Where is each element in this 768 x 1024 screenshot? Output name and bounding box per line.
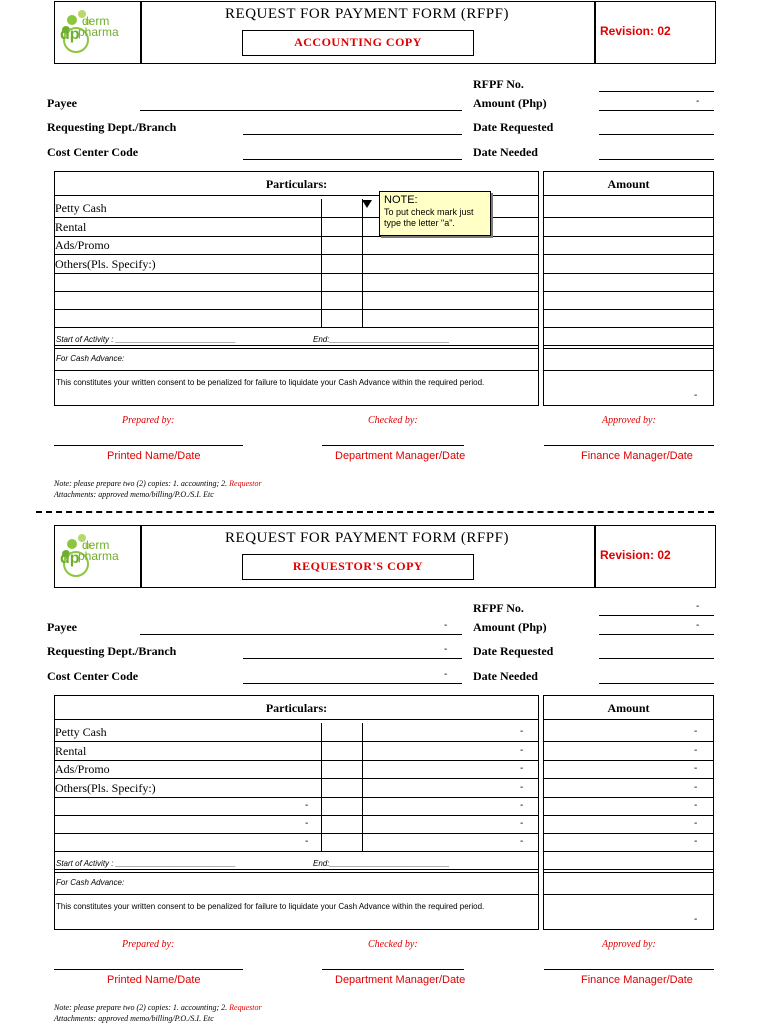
right-field-label-0: RFPF No. [473,601,524,615]
particular-item-1: Rental [55,220,87,234]
table-row [54,760,539,761]
amount-row [543,291,714,292]
table-row [54,345,539,346]
field-label-0: Payee [47,96,77,110]
cash-advance-label: For Cash Advance: [56,878,125,887]
amount-cash-rule [543,370,714,371]
form-title: REQUEST FOR PAYMENT FORM (RFPF) [225,6,509,22]
rfpf-form-0 [0,0,768,500]
row-right-value: - [520,763,524,774]
table-row [54,833,539,834]
right-field-line-0[interactable] [599,91,714,92]
table-row [54,815,539,816]
sig-line-checked[interactable] [322,445,464,446]
field-label-1: Requesting Dept./Branch [47,120,177,134]
logo-mark-text: dp [60,26,80,43]
form-title: REQUEST FOR PAYMENT FORM (RFPF) [225,530,509,546]
sig-line-prepared[interactable] [54,445,243,446]
col-divider-2 [362,199,363,327]
start-activity: Start of Activity : ___________________________ [56,859,236,868]
note-tooltip-text: To put check mark just type the letter "a". [384,207,474,228]
consent-text: This constitutes your written consent to be penalized for failure to liquidate your Cash Advance within the required period. [56,902,485,911]
sig-line-checked[interactable] [322,969,464,970]
copies-note [54,1003,262,1012]
particular-item-1: Rental [55,744,87,758]
field-label-2: Cost Center Code [47,145,139,159]
field-line-2[interactable] [243,159,462,160]
dept-manager-label: Department Manager/Date [335,450,466,462]
right-field-label-2: Date Requested [473,644,554,658]
rfpf-form-1 [0,524,768,1024]
logo-word-derm: derm [82,538,110,552]
right-field-line-2[interactable] [599,658,714,659]
header-rule [54,719,539,720]
right-field-line-3[interactable] [599,159,714,160]
table-row [54,236,539,237]
amount-value: - [694,726,698,737]
particular-item-2: Ads/Promo [55,238,110,252]
right-field-label-2: Date Requested [473,120,554,134]
particular-item-0: Petty Cash [55,201,107,215]
attachments-note: Attachments: approved memo/billing/P.O./S.I. Etc [54,490,214,499]
right-field-label-0: RFPF No. [473,77,524,91]
right-field-value-1: - [696,620,700,631]
right-field-label-3: Date Needed [473,669,538,683]
cash-advance-label: For Cash Advance: [56,354,125,363]
amount-header: Amount [607,701,650,715]
attachments-note: Attachments: approved memo/billing/P.O./S.I. Etc [54,1014,214,1023]
table-row [54,778,539,779]
sig-line-approved[interactable] [544,445,714,446]
copies-note-text: Note: please prepare two (2) copies: 1. accounting; 2. [54,479,228,488]
prepared-by-label: Prepared by: [122,939,175,950]
particulars-header: Particulars: [265,177,328,191]
row-right-value: - [520,818,524,829]
amount-row [543,327,714,328]
approved-by-label: Approved by: [602,939,656,950]
table-row [54,273,539,274]
sig-line-approved[interactable] [544,969,714,970]
amount-row [543,254,714,255]
finance-manager-label: Finance Manager/Date [581,974,693,986]
amount-value: - [694,836,698,847]
cash-advance-rule [54,894,539,895]
field-label-0: Payee [47,620,77,634]
field-line-1[interactable] [243,134,462,135]
consent-text: This constitutes your written consent to be penalized for failure to liquidate your Cash Advance within the required period. [56,378,485,387]
right-field-label-3: Date Needed [473,145,538,159]
amount-cash-rule [543,894,714,895]
amount-row [543,236,714,237]
field-line-0[interactable] [140,110,462,111]
logo-word-pharma: pharma [78,549,119,563]
total-amount: - [694,390,698,401]
col-divider-1 [321,723,322,851]
amount-header: Amount [607,177,650,191]
row-mid-value: - [305,818,309,829]
field-line-0[interactable] [140,634,462,635]
copy-label: REQUESTOR'S COPY [242,554,474,580]
sig-line-prepared[interactable] [54,969,243,970]
field-label-2: Cost Center Code [47,669,139,683]
row-right-value: - [520,782,524,793]
cash-advance-rule [54,370,539,371]
table-row [54,797,539,798]
copies-note-red: Requestor [229,1003,262,1012]
field-value-2: - [444,669,448,680]
amount-row [543,760,714,761]
table-row [54,254,539,255]
particulars-header: Particulars: [265,701,328,715]
amount-row [543,741,714,742]
right-field-value-1: - [696,96,700,107]
amount-row [543,273,714,274]
amount-value: - [694,782,698,793]
cut-line-separator [36,511,714,513]
note-tooltip [379,191,491,236]
logo-word-derm: derm [82,14,110,28]
checked-by-label: Checked by: [368,939,418,950]
right-field-line-1[interactable] [599,634,714,635]
field-label-1: Requesting Dept./Branch [47,644,177,658]
end-activity: End:___________________________ [313,859,450,868]
field-value-0: - [444,620,448,631]
amount-row [543,797,714,798]
logo-word-pharma: pharma [78,25,119,39]
copies-note [54,479,262,488]
activity-rule [54,348,539,349]
prepared-by-label: Prepared by: [122,415,175,426]
activity-rule [54,872,539,873]
checked-by-label: Checked by: [368,415,418,426]
col-divider-1 [321,199,322,327]
revision-label: Revision: 02 [600,24,671,38]
amount-value: - [694,763,698,774]
particular-item-2: Ads/Promo [55,762,110,776]
amount-value: - [694,800,698,811]
amount-row [543,309,714,310]
right-field-label-1: Amount (Php) [473,620,547,634]
field-value-1: - [444,644,448,655]
approved-by-label: Approved by: [602,415,656,426]
total-amount: - [694,914,698,925]
row-right-value: - [520,800,524,811]
right-field-line-2[interactable] [599,134,714,135]
amount-row [543,217,714,218]
end-activity: End:___________________________ [313,335,450,344]
printed-name-label: Printed Name/Date [107,974,201,986]
table-row [54,309,539,310]
right-field-value-0: - [696,601,700,612]
table-row [54,327,539,328]
table-row [54,869,539,870]
logo-mark-text: dp [60,550,80,567]
amount-activity-rule [543,872,714,873]
particular-item-0: Petty Cash [55,725,107,739]
field-line-2[interactable] [243,683,462,684]
amount-row [543,815,714,816]
row-mid-value: - [305,836,309,847]
table-row [54,851,539,852]
dept-manager-label: Department Manager/Date [335,974,466,986]
particular-item-3: Others(Pls. Specify:) [55,781,156,795]
amount-row [543,869,714,870]
row-right-value: - [520,745,524,756]
amount-header-rule [543,195,714,196]
right-field-line-1[interactable] [599,110,714,111]
note-tooltip-title: NOTE: [384,194,418,206]
right-field-label-1: Amount (Php) [473,96,547,110]
amount-row [543,778,714,779]
amount-row [543,851,714,852]
row-right-value: - [520,836,524,847]
table-row [54,741,539,742]
revision-label: Revision: 02 [600,548,671,562]
row-right-value: - [520,726,524,737]
amount-activity-rule [543,348,714,349]
field-line-1[interactable] [243,658,462,659]
finance-manager-label: Finance Manager/Date [581,450,693,462]
table-row [54,291,539,292]
amount-row [543,833,714,834]
copies-note-red: Requestor [229,479,262,488]
start-activity: Start of Activity : ___________________________ [56,335,236,344]
row-mid-value: - [305,800,309,811]
amount-value: - [694,745,698,756]
copy-label: ACCOUNTING COPY [242,30,474,56]
amount-header-rule [543,719,714,720]
amount-value: - [694,818,698,829]
particular-item-3: Others(Pls. Specify:) [55,257,156,271]
comment-indicator-icon [362,200,372,208]
amount-row [543,345,714,346]
copies-note-text: Note: please prepare two (2) copies: 1. accounting; 2. [54,1003,228,1012]
right-field-line-0[interactable] [599,615,714,616]
col-divider-2 [362,723,363,851]
right-field-line-3[interactable] [599,683,714,684]
printed-name-label: Printed Name/Date [107,450,201,462]
